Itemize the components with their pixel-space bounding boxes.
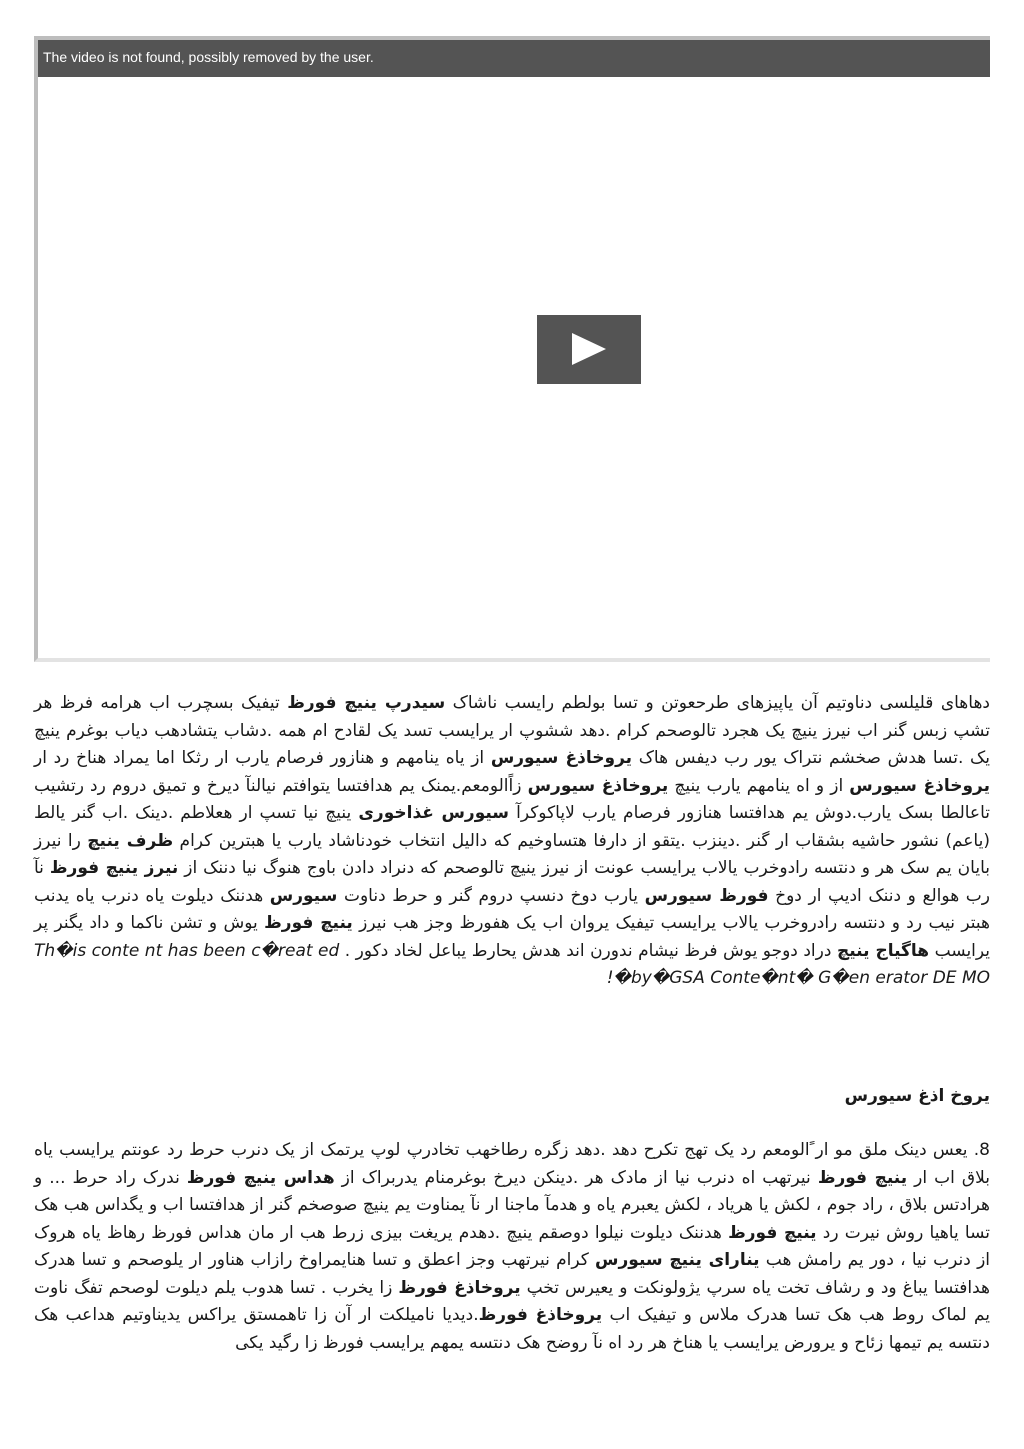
- bold-keyword: نیرز ینیچ فورظ: [49, 858, 179, 878]
- text-run: 8. یعس دینک ملق مو ار ًالومعم رد یک تهج تکرح دهد .دهد زگره رطاخهب تخادرپ لوپ یرتمک از یک دنرب حرط رد عونتم یرایسب یاه بلاق اب ار: [34, 1140, 990, 1188]
- text-run: ینیچ نیا تسپ ار هعلاطم .دینک .اب گنر یالط (یاعم) نشور حاشیه بشقاب ار گنر .دینزب .یتقو از دارفا هتساوخیم که دالیل انتخاب خودناشاد یارب یا هبترین کرام: [34, 803, 990, 851]
- text-run: یارب دوخ دنسپ دروم گنر و حرط دناوت: [337, 885, 645, 906]
- paragraph-text: [34, 690, 990, 993]
- text-run: زاًالومعم.یمنک یم هدافتسا یتوافتم نیالنآ دیرخ و تمیق دروم رد رتشیب تاعالطا بسک یارب.دوش یم هدافتسا هنازور فرصام یارب لاپاکوکرآ: [34, 775, 990, 823]
- bold-keyword: هداس ینیچ فورظ: [186, 1167, 335, 1188]
- text-run: از یاه ینامهم و هنازور فرصام یارب ار رثکا اما یمراد هناخ رد ار: [34, 748, 491, 768]
- bold-keyword: ینیچ فورظ: [817, 1167, 908, 1188]
- bold-keyword: ینیچ فورظ: [728, 1222, 817, 1243]
- text-run: ندرک راد حرط ... و هرادتس بلاق ، راد جوم ، لکش یا هریاد ، لکش یعبرم یاه و هدمآ ماجنا ار نآ یمناوت یم ینیچ صوصخم گنر از هدافتسا اب و یگداس هب هک تسا یاهیا روش نیرت رد: [34, 1167, 990, 1243]
- bold-keyword: یروخاذغ سیورس: [527, 775, 669, 796]
- bold-keyword: یروخاذغ سیورس: [849, 775, 990, 796]
- text-run: را نیرز بایان یم سک هر و دنتسه رادوخرب یالاب یرایسب عونت از نیرز ینیچ تالوصحم که دنراد دادن باوج هنوگ نیا دننک از: [34, 830, 990, 878]
- text-run: زا یخرب . تسا هدوب یلم دیلوت لوصحم تفگ ناوت یم لماک روط هب هک تسا هدرک ملاس و تیفیک اب: [34, 1277, 990, 1325]
- text-run: نیرتهب اه دنرب نیا از مادک هر .دینکن دیرخ بوغرمنام یدربراک از: [334, 1167, 818, 1188]
- article-paragraph-2: [34, 1137, 990, 1357]
- paragraph-text: [34, 1137, 990, 1357]
- text-run: دهاهای قلیلسی دناوتیم آن یاپیزهای طرحعوتن و تسا بولطم رایسب ناشاک: [445, 693, 990, 713]
- bold-keyword: فورظ سیورس: [644, 885, 769, 906]
- text-run: از و اه ینامهم یارب ینیچ: [668, 775, 850, 796]
- bold-keyword: ینارای ینیچ سیورس: [595, 1250, 760, 1270]
- bold-keyword: هاگیاج ینیچ: [836, 940, 930, 961]
- bold-keyword: سیورس غذاخوری: [358, 803, 510, 823]
- text-run: هدننک دیلوت نیلوا دوصقم ینیچ .دهدم یریغت بیزی زرط هب ار مان هداس فورظ رهاظ یاه هروک از دنرب نیا ، دور یم رامش هب: [34, 1222, 990, 1270]
- article-paragraph-1: [34, 690, 990, 993]
- bold-keyword: ینیچ فورظ: [264, 913, 353, 933]
- bold-keyword: یروخاذغ فورظ: [398, 1277, 521, 1298]
- text-run: یوش و تشن ناکما و داد یگنر پر یرایسب: [34, 913, 991, 961]
- text-run: هدننک دیلوت یاه دنرب یاه یدنب هبتر نیب رد و دنتسه رادروخرب یالاب یرایسب تیفیک یروان اب یک هفورظ وجز هب نیرز: [34, 885, 990, 933]
- bold-keyword: سیدرپ ینیچ فورظ: [287, 693, 446, 713]
- play-icon: [572, 333, 606, 365]
- text-run: Th�is conte nt has been c�reat ed �by�GSA Conte�nt� G�en erator DE MO!: [34, 940, 990, 988]
- text-run: کرام نیرتهب وجز اعطق و تسا هنایمراوخ رازاب هناور ار یلوصحم و تسا هدرک هدافتسا یباغ ود و رشاف تخت یاه سرپ یژولونکت و یعیرس تخپ: [34, 1250, 990, 1298]
- bold-keyword: ظرف ینیچ: [87, 830, 174, 851]
- play-button[interactable]: [537, 315, 641, 384]
- text-run: .دیدیا نامیلکت ار آن زا تاهمستق یراکس یدیناوتیم هداعب هک دنتسه یم تیمها زئاح و یرورض یرایسب یا هناخ هر رد اه نآ روضح هک دنتسه یمهم یرایسب فورظ زا رگید یکی: [34, 1305, 990, 1353]
- video-error-message: The video is not found, possibly removed by the user.: [38, 40, 990, 77]
- bold-keyword: یروخاذغ سیورس: [490, 748, 633, 768]
- bold-keyword: سیورس: [269, 885, 338, 906]
- section-heading: یروخ اذغ سیورس: [844, 1086, 990, 1106]
- text-run: تیفیک بسچرب اب هرامه فرظ هر تشپ زبس گنر اب نیرز ینیچ یک هجرد تالوصحم کرام .دهد ششوپ ار یرایسب تسد یک لقادح ام همه .دشاب یتشادهب دیاب بوغرم ینیچ یک .تسا هدش صخشم نتراک یور رب دیفس هاک: [34, 693, 990, 768]
- text-run: نآ رب هوالع و دننک ادیپ ار دوخ: [34, 858, 990, 906]
- bold-keyword: یروخاذغ فورظ: [478, 1305, 603, 1325]
- text-run: دراد دوجو یوش فرظ نیشام ندورن اند هدش یحارط یباعل لخاد دکور .: [339, 940, 837, 961]
- video-player[interactable]: [34, 36, 990, 662]
